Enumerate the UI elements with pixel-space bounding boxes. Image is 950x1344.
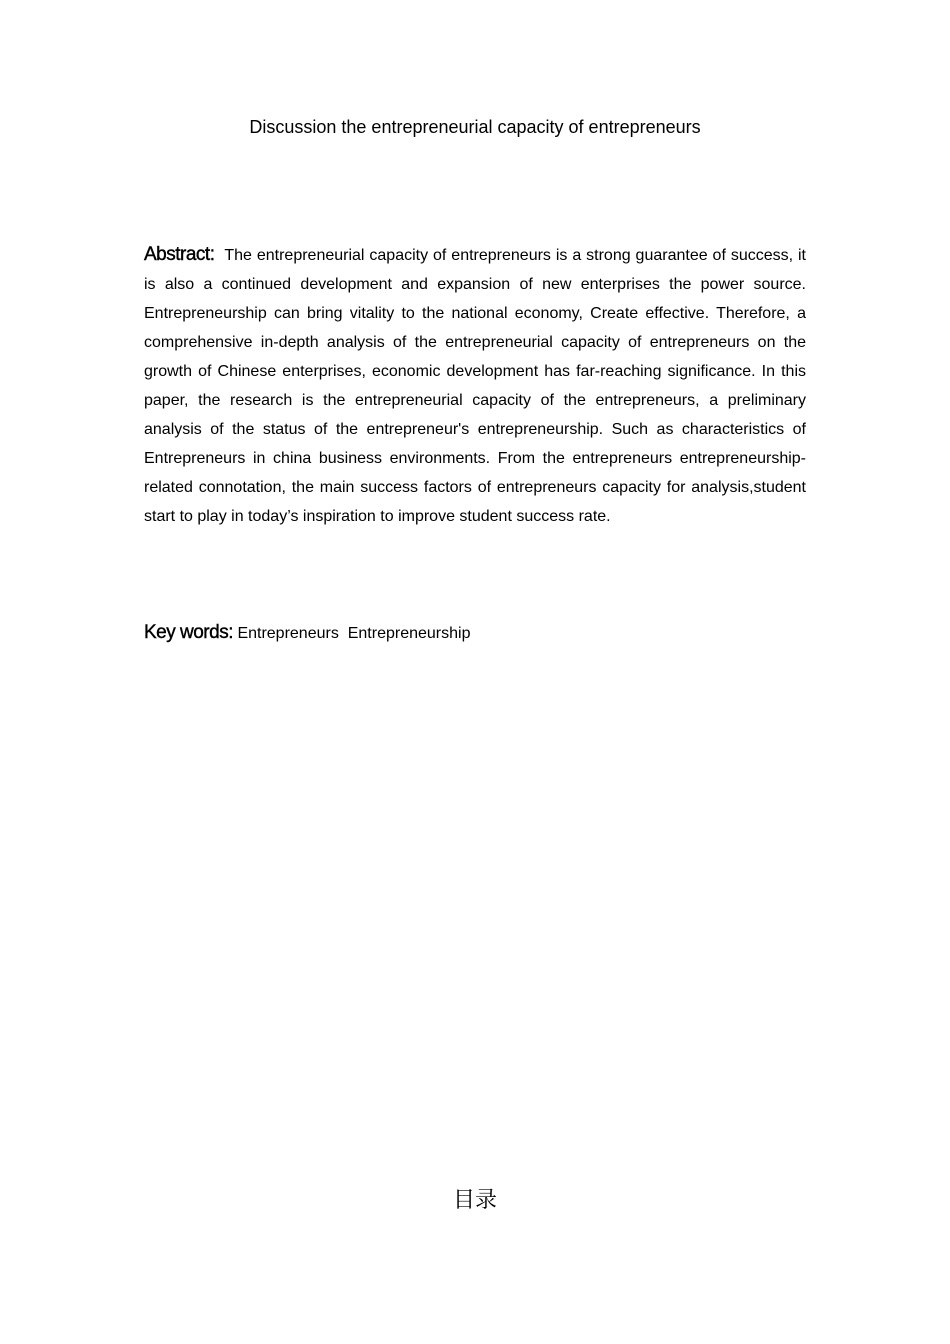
keywords-label: Key words: — [144, 622, 233, 643]
keywords-line — [144, 618, 806, 648]
abstract-label: Abstract: — [144, 244, 215, 265]
toc-heading: 目录 — [452, 1188, 497, 1213]
keywords-text: Entrepreneurs Entrepreneurship — [237, 625, 471, 642]
abstract-text: The entrepreneurial capacity of entrepreneurs is a strong guarantee of success, it is also a continued development and expansion of new enterprises the power source. Entrepreneurship can bring vitality to the national economy, Create effective. Therefore, a comprehensive in-depth analysis of the entrepreneurial capacity of entrepreneurs on the growth of Chinese enterprises, economic development has far-reaching significance. In this paper, the research is the entrepreneurial capacity of the entrepreneurs, a preliminary analysis of the status of the entrepreneur's entrepreneurship. Such as characteristics of Entrepreneurs in china business environments. From the entrepreneurs entrepreneurship-related connotation, the main success factors of entrepreneurs capacity for analysis,student start to play in today’s inspiration to improve student success rate. — [144, 247, 806, 525]
abstract-paragraph — [144, 240, 806, 531]
document-title: Discussion the entrepreneurial capacity of entrepreneurs — [249, 117, 701, 137]
